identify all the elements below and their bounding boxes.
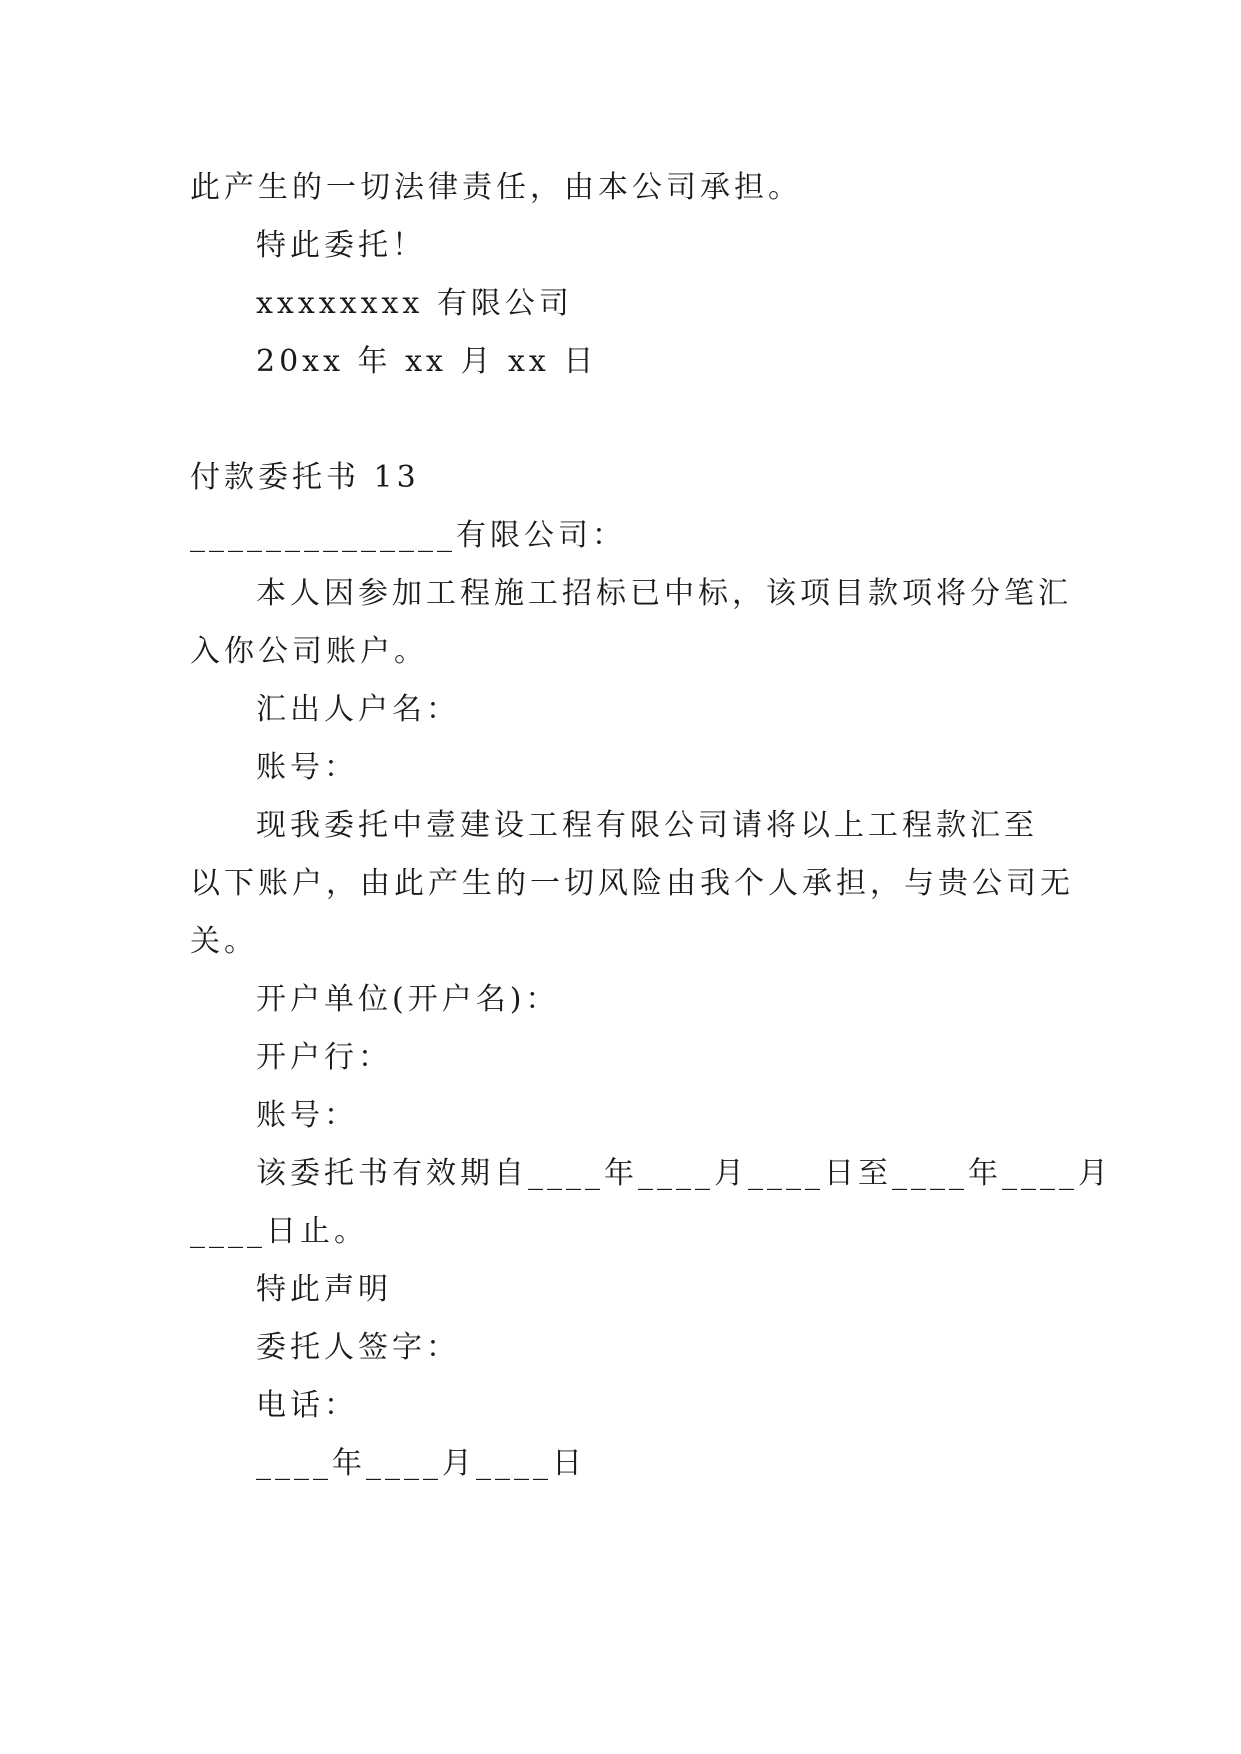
text-line-account-no-1: 账号： (256, 750, 358, 785)
text-line-company-name: xxxxxxxx 有限公司 (256, 286, 573, 321)
text-line-account-holder: 开户单位(开户名)： (256, 982, 560, 1017)
text-line-remitter-name: 汇出人户名： (256, 692, 460, 727)
text-line-entrust-transfer: 现我委托中壹建设工程有限公司请将以上工程款汇至 (256, 808, 1038, 843)
text-line-bid-won: 本人因参加工程施工招标已中标，该项目款项将分笔汇 (256, 576, 1072, 611)
section-title: 付款委托书 13 (190, 460, 420, 495)
text-line-phone: 电话： (256, 1388, 358, 1423)
text-line-validity-period: 该委托书有效期自____年____月____日至____年____月 (256, 1156, 1112, 1191)
text-line-bid-won-cont: 入你公司账户。 (190, 634, 428, 669)
text-line-account-no-2: 账号： (256, 1098, 358, 1133)
text-line-sign-date: ____年____月____日 (256, 1446, 586, 1481)
text-line-declaration: 特此声明 (256, 1272, 392, 1307)
text-line-recipient-company: ______________有限公司： (190, 518, 626, 553)
text-line-date: 20xx 年 xx 月 xx 日 (256, 344, 598, 379)
text-line-entrust-transfer-end: 关。 (190, 924, 258, 959)
text-line-validity-end: ____日止。 (190, 1214, 368, 1249)
text-line-liability: 此产生的一切法律责任，由本公司承担。 (190, 170, 802, 205)
text-line-entrust-transfer-cont: 以下账户，由此产生的一切风险由我个人承担，与贵公司无 (190, 866, 1074, 901)
text-line-bank: 开户行： (256, 1040, 392, 1075)
text-line-hereby-entrust: 特此委托！ (256, 228, 426, 263)
text-line-signature: 委托人签字： (256, 1330, 460, 1365)
